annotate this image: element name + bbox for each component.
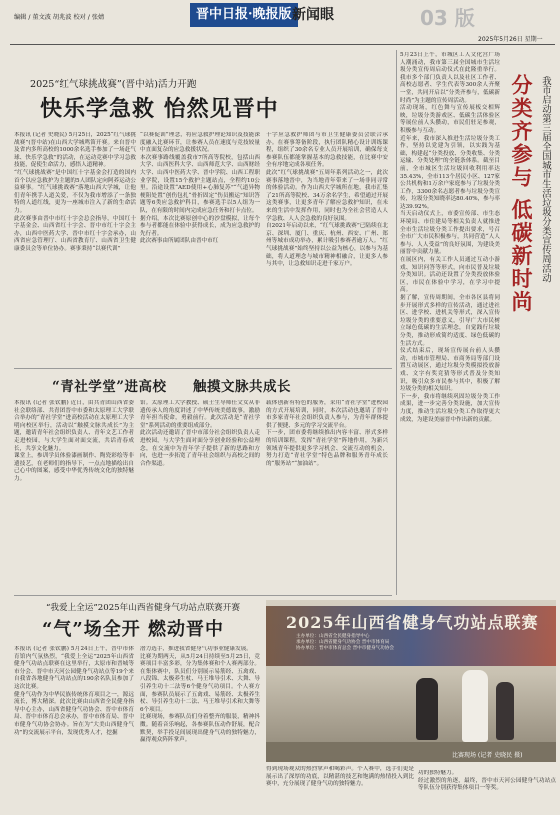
article2-column-2: 馆。太原理工大学教授、硕士生导师任文女从非遗传承人的角度讲述了中华传统美德故事，激励青年担当使命，勇毅前行。此次活动是“青社学堂”系列活动的重要组成部分。 此次活动还邀请了晋中市部分社会组织负责人走进校园，与大学生面对面分享创业经验和公益理念，在交流中为青年学子提供了新的思路和方向，也进一步拓宽了青年社会组织与高校之间的合作渠道。: [140, 400, 260, 467]
article2-headline-a: “青社学堂”进高校: [52, 379, 167, 395]
article2-column-3: 载体创新有特色的服务，采用“青社学堂”进校园的方式开展培训，同时，本次活动也邀请了晋中市多家青年社会组织负责人参与，为青年群体提供了便捷、多元的学习交流平台。 下一步，团市委将继续推出内容丰富、形式多样的培训课程，发挥“青社学堂”阵地作用，为新兴领域青年提供更多学习机会、交流互动的机会，努力打造“青社学堂”特色品牌和服务青年成长的“服务站”“加油站”。: [266, 400, 388, 467]
article3-kicker: “我爱上全运”2025年山西省健身气功站点联赛开赛: [46, 603, 240, 613]
article2-column-1: 本报讯 (记者 张钦鹏) 近日，由共青团山西省委社会联络部、共青团晋中市委和太原理工大学联合举办的“青社学堂”进高校活动在太原理工大学明向校区举行，活动以“触摸文脉共成长”为主题，邀请青年社会组织负责人、青年文艺工作者走进校园，与大学生面对面交流，共话青春成长，共享文化魅力。 课堂上，参训学员体验漆画制作、陶瓷彩绘等非遗技艺，在老师们的指导下，一点点地描绘出自己心中的图案，感受中华优秀传统文化的独特魅力。: [14, 400, 134, 482]
photo-caption: 比赛现场 (记者 史晓民 摄): [452, 752, 523, 759]
athlete-figure-3: [496, 682, 514, 740]
athlete-figure-2: [462, 670, 488, 742]
article3-headline: “气”场全开 燃动晋中: [42, 619, 224, 640]
article3-column-2: 潜力选手，推进我省健身气功事业健康发展。 比赛为期两天，从5月24日持续至5月25日，竞赛项目丰富多彩，分为集体赛和个人赛两部分。在集体赛中，队员们分别展示易筋经、五禽戏、八段锦、太极养生杖、马王堆导引术、大舞、导引养生功十二法等6个健身气功项目。个人赛方面，参赛队员展示了五禽戏、易筋经、太极养生杖、导引养生功十二法、马王堆导引术和大舞等6个项目。 比赛现场，参赛队员们身着整齐的服装，精神抖擞。随着音乐响起，各参赛队伍动作舒展，配合默契，举手投足间展现出健身气功的独特魅力，赢得观众阵阵掌声。: [140, 646, 260, 744]
masthead-logo: 晋中日报·晚报版: [190, 3, 298, 27]
photo-banner-title: 2025年山西省健身气功站点联赛: [286, 613, 539, 632]
article3-column-3: 得到现场观众的热烈掌声和喝彩声。个人赛中，选手们更是展示出了深厚的功底，以精湛的技艺和饱满的热情投入到比赛中，充分展现了健身气功的独特魅力。: [266, 766, 414, 788]
article1-kicker: 2025“红气球挑战赛”(晋中站)活力开跑: [30, 79, 197, 90]
masthead-section: 新闻眼: [292, 7, 334, 23]
article3-column-1: 本报讯 (记者 张钦鹏) 5月24日上午，晋中市体育馆内气氛热烈，“我爱上全运”2025年山西省健身气功站点联赛在这里举行，太原市和晋城等市分会、晋中市天河公园健身气功站点等19个来自我省各地健身气功站点的190余名队员参加了这次比赛。 健身气功作为中华民族传统体育项目之一，源远流长，博大精深。此次比赛由山西省全民健身指导中心主办，山西省健身气功协会、晋中市体育局、晋中市体育总会承办，晋中市体育局、晋中市健身气功协会协办。旨在为“大美山西健身气功”的交流展示平台，发现优秀人才，挖掘: [14, 646, 134, 736]
masthead: [0, 0, 560, 46]
sidebar-divider: [396, 50, 397, 595]
masthead-page-number: 03 版: [420, 6, 475, 30]
article2-bottom-rule: [14, 595, 392, 596]
article2-headline-b: 触摸文脉共成长: [193, 379, 291, 395]
sidebar-vertical-subtitle: 我市启动第三届全国城市生活垃圾分类宣传周活动: [540, 76, 551, 283]
masthead-rule: [10, 44, 555, 45]
sidebar-body: 5月23日上午，市城区工人文化宫广场人潮涌动，我市第三届全国城市生活垃圾分类宣传周启动仪式在此隆重举行。我市多个部门负责人以及社区工作者、高校志愿者、学生代表等300余人齐聚一堂，共同开启以“分类齐参与，低碳新时尚”为主题的宣传周活动。 活动现场，红色舞与宣传展板交相辉映，垃圾分类游戏区、低碳生活体验区等展位前人头攒动，市民们驻足参观，积极参与互动。 近年来，我市深入推进生活垃圾分类工作，坚持以党建为引领，以实践为基础，构建起“分类投放、分类收集、分类运输、分类处理”的全链条体系。截至目前，全市城区生活垃圾回收利用率达35.43%，全市113个居民小区、127家公共机构和1万余户家庭参与了垃圾分类工作，3300余名志愿者参与垃圾分类宣传，垃圾分类知晓率达80.40%，参与率达39.92%。 当天启动仪式上，市委宣传部、市生态环境局、市住建局等相关负责人就推进全市生活垃圾分类工作提出要求，号召全市广大市民积极参与，共同营造“人人参与、人人受益”的良好氛围，为建设美丽晋中贡献力量。 在展区内，有关工作人员通过互动小游戏、知识问答等形式，向市民普及垃圾分类知识。活动还设置了分类投放体验区，市民在体验中学习，在学习中提高。 据了解，宣传周期间，全市各区县将同步开展形式多样的宣传活动，通过进社区、进学校、进机关等形式，深入宣传垃圾分类的重要意义，引导广大市民树立绿色低碳的生活理念，自觉践行垃圾分类，推动形成简约适度、绿色低碳的生活方式。 仪式结束后，现场宣传展台前人头攒动，市城市管理局、市商务局等部门设置互动展区，通过垃圾分类模拟投放游戏、文字有奖竞猜等形式普及分类知识，吸引众多市民参与其中，积极了解垃圾分类的相关知识。 下一步，我市将继续巩固垃圾分类工作成果，进一步完善分类设施，加大宣传力度，推动生活垃圾分类工作取得更大成效，为建设美丽晋中作出新的贡献。: [400, 52, 500, 423]
masthead-editors: 编辑 / 董文波 胡兆波 校对 / 张婧: [14, 14, 105, 21]
article3-column-4: 功的独特魅力。 经过激烈的角逐，最终，晋中市天河公园健身气功站点等队伍分别获得集体项目一等奖。: [418, 770, 556, 792]
athlete-figure-1: [416, 678, 438, 740]
article1-headline: 快乐学急救 怡然见晋中: [40, 96, 279, 122]
photo-banner-subtitle: 主办单位：山西省全民健身指导中心 承办单位：山西省健身气功协会 晋中市体育局 协办单位：晋中市体育总会 晋中市健身气功协会: [296, 634, 394, 651]
article1-column-3: 十字应急救护师团与市卫生健康委员会联合承办。在赛事筹备阶段，执行团队精心设计训练课程，组织了30余名专业人员开展培训，确保每支参赛队伍都能掌握基本的急救技能，在比赛中安全有序地完成各项任务。 此次“红气球挑战赛”五周年系列活动之一，此次赛事落地晋中，为当地青年带来了一场非同寻常的体验活动。作为山西大学城所在地，我市汇集了21所高等院校、34万余名学生，希望通过开展这类赛事，让更多青年了解应急救护知识，在未来的生活中发挥作用，同时也为全社会营造人人学急救、人人会急救的良好氛围。 自2021年启动以来，“红气球挑战赛”已陆续在北京、深圳、厦门、重庆、杭州、西安、广州、郑州等城市成功举办，累计吸引参赛者逾万人。“红气球挑战赛”始终坚持以公益为核心，以参与为基础，将人道理念与城市精神相融合，让更多人参与其中，让急救知识走进千家万户。: [266, 132, 388, 268]
article1-column-2: “以赛促训”理念，将应急救护理论知识及技能深度融入比赛环节，让参赛人员在速度与竞技较量中直面复杂的应急救援状况。 本次赛事路线覆盖我市7所高等院校，包括山西大学、山西医科大学、山西师范大学、山西财经大学、山西中医药大学、晋中学院、山西工程职业学院，设置15个救护主题站点，全程约10公里。沿途设置“AED使用+心肺复苏”“气道异物梗阻处置“创伤包扎“骨折固定“伤员搬运”知识答题等6类应急救护科目，参赛选手以5人组为一队，在有限的时间内完成应急任务和打卡点位。 据介绍，本次比赛原创中心的沙盘模拟，让每个参与者都能在体验中获得成长，成为应急救护的先行者。 此次赛事由所属团队由晋中市红: [140, 132, 260, 245]
sidebar-vertical-headline: 分类齐参与 低碳新时尚: [509, 74, 534, 314]
masthead-date: 2025年5月26日 星期一: [478, 36, 543, 43]
article1-column-1: 本报讯 (记者 史晓民) 5月25日，2025“红气球挑战赛”(晋中站)在山西大学城鸣笛开赛。来自晋中及省内多所高校的1000余名选手参加了一场赶气球、快乐学急救”的活动，在运动竞赛中学习急救技能，促使生命活力，感悟人道精神。 “红气球挑战赛”是中国红十字基金会打造的国内首个以应急救护为主题的5人团队定向阿养运动公益赛事。“红气球挑战赛”落地山西大学城，让他们青年携手人道关爱，不仅为我市增添了一条独特的人道红线，更为一座城市注入了新的生命活力。 此次赛事由晋中市红十字会总会指导，中国红十字基金会、山西省红十字会、晋中市红十字会主办，山西中医药大学、晋中市红十字会承办，山西省应急管理厅、山西省教育厅、山西省卫生健康委员会等单位协办。赛事秉持“以赛代训”: [14, 132, 136, 252]
qigong-photo: [266, 600, 556, 762]
article1-bottom-rule: [14, 368, 392, 369]
